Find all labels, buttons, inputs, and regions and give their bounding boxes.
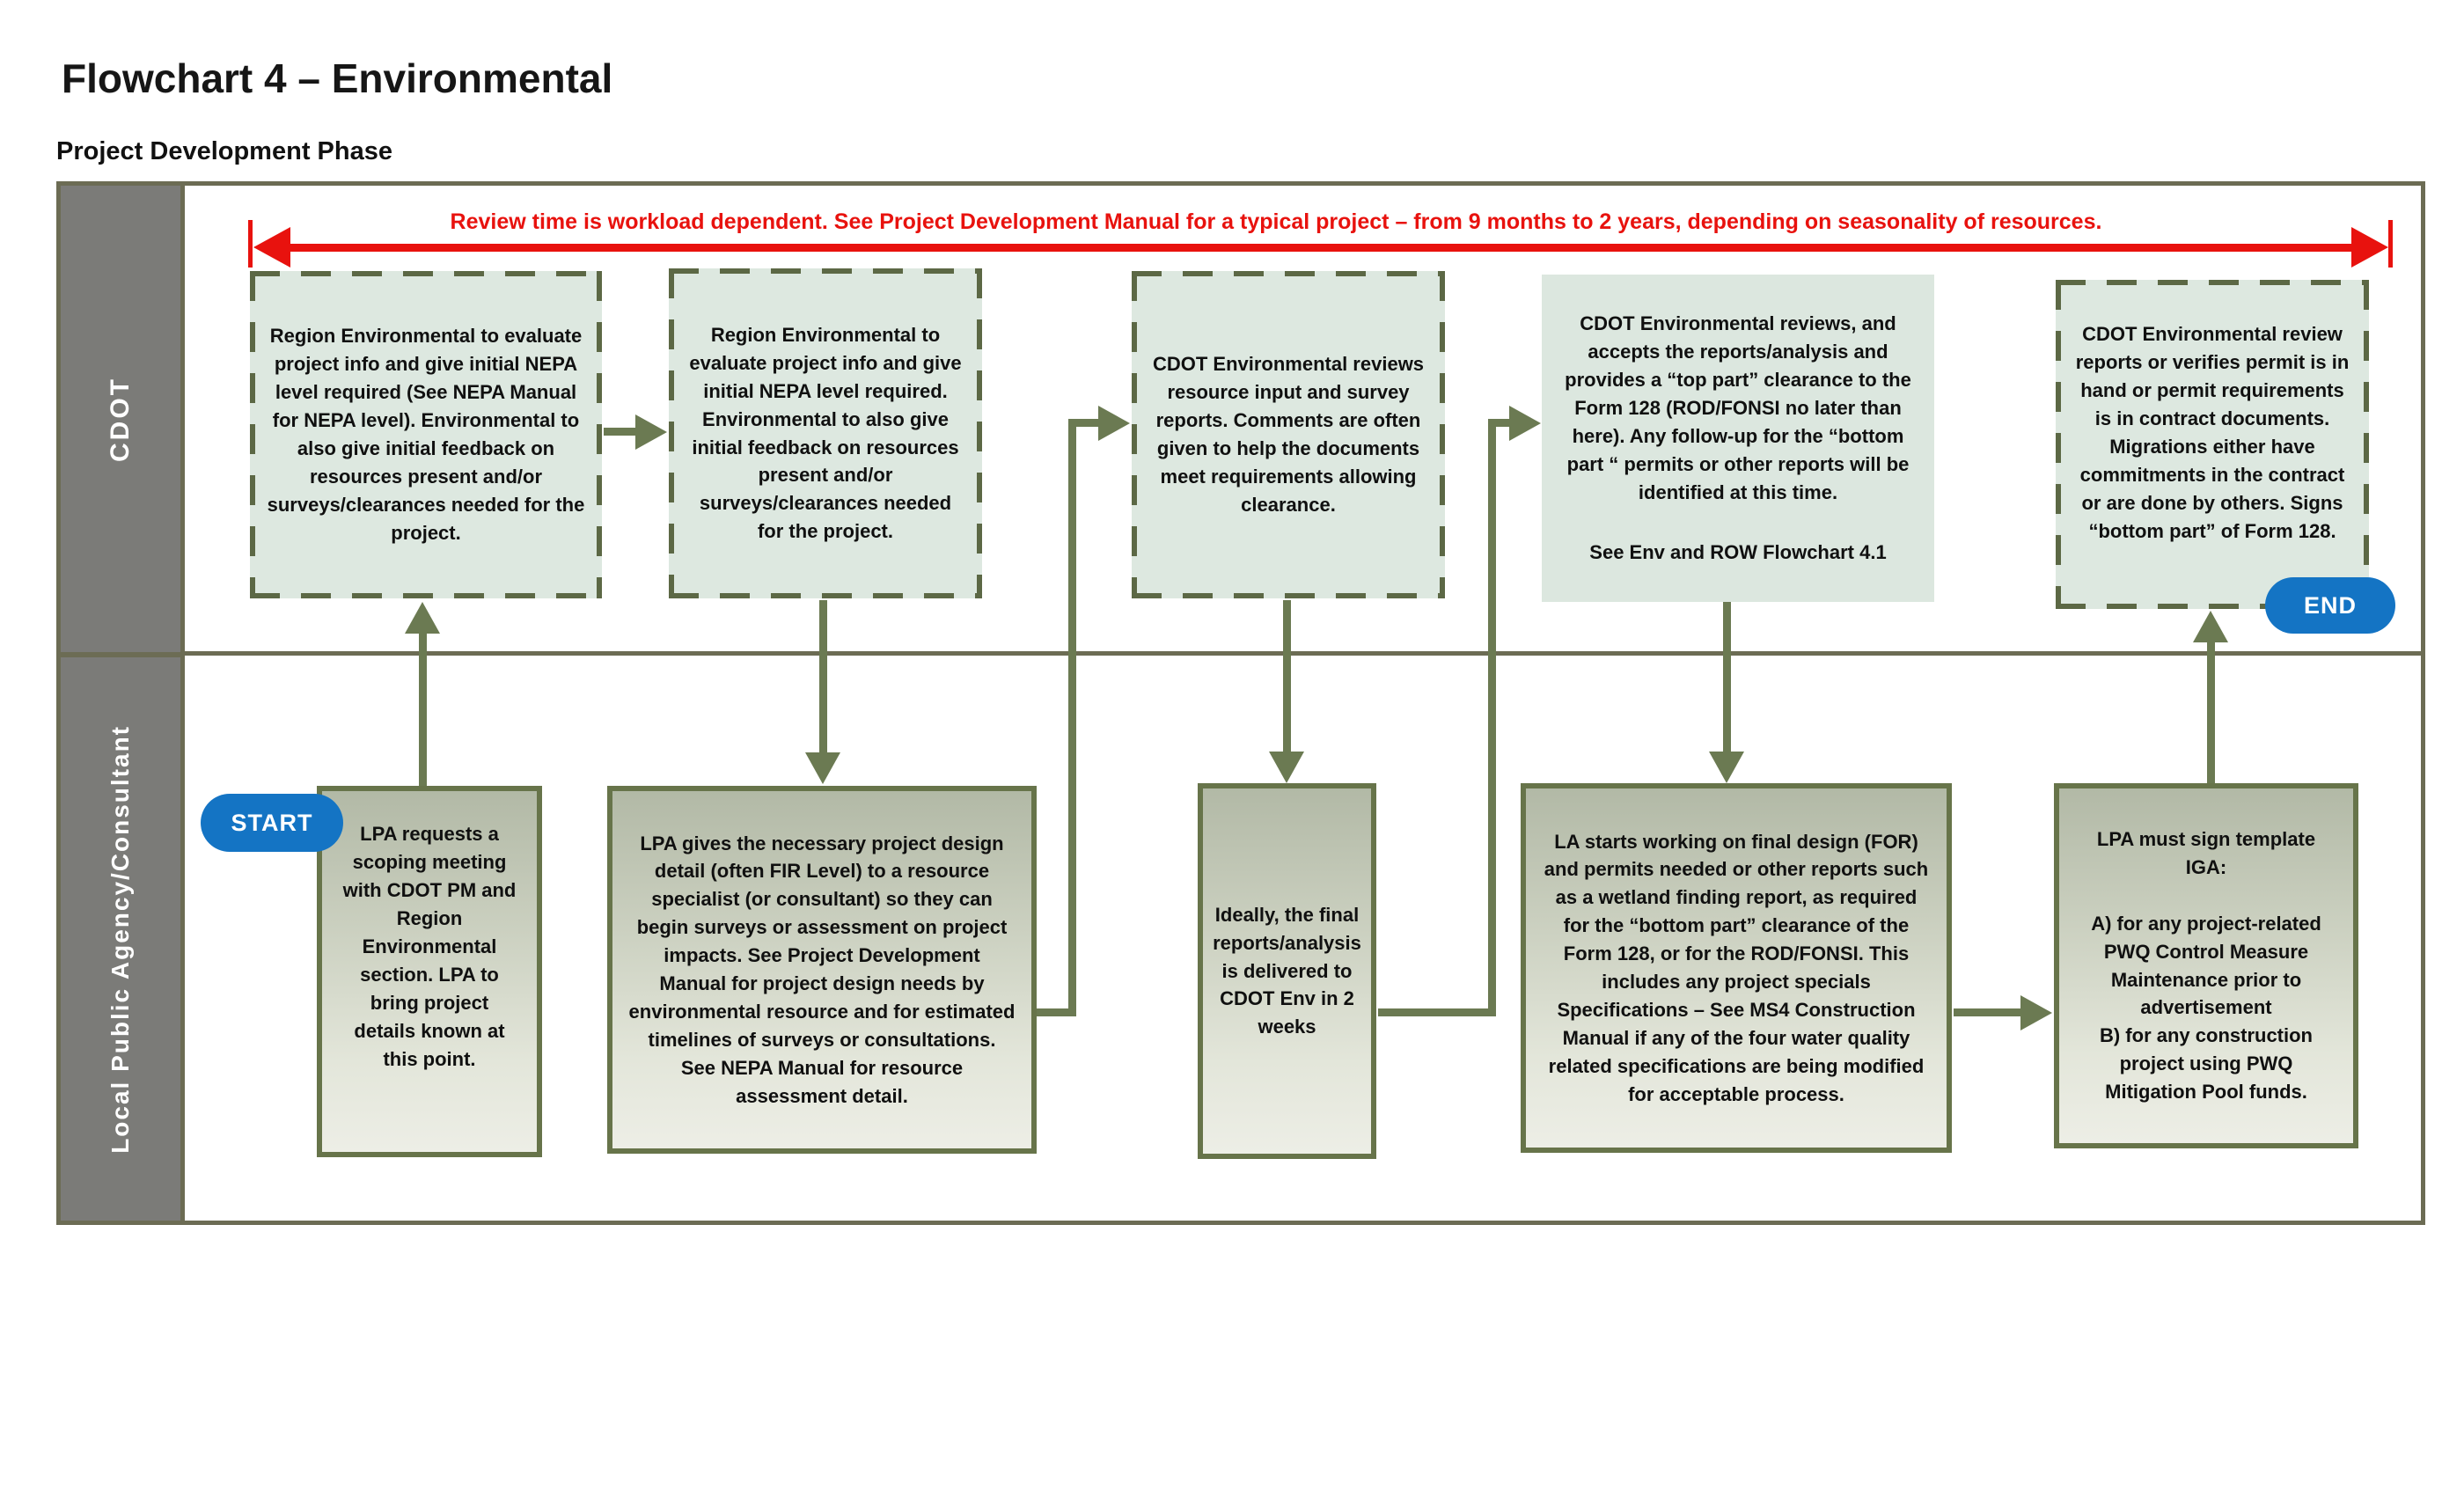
- lpa-box-5-item-a: A) for any project-related PWQ Control Measure Maintenance prior to advertisement: [2091, 912, 2321, 1019]
- page-subtitle: Project Development Phase: [56, 137, 392, 165]
- connector-a2-b2-arrowhead-down-icon: [805, 752, 840, 784]
- lpa-box-1-text: LPA requests a scoping meeting with CDOT PM and Region Environmental section. LPA to bring project details known at this point.: [342, 823, 517, 1070]
- connector-a2-b2-shaft: [819, 600, 827, 755]
- lane-header-cdot: [56, 181, 185, 656]
- connector-b2-a3-arrowhead-right-icon: [1098, 406, 1130, 441]
- lane-label-cdot: CDOT: [106, 376, 135, 462]
- page-title: Flowchart 4 – Environmental: [62, 55, 613, 101]
- cdot-box-1-text: Region Environmental to evaluate project info and give initial NEPA level required (See NEPA Manual for NEPA level). Environmental to also give initial feedback on resources present and/or surveys/clearances needed for the project.: [267, 325, 585, 544]
- lpa-box-5-item-b: B) for any construction project using PWQ Mitigation Pool funds.: [2099, 1024, 2313, 1104]
- connector-b2-a3-stub: [1068, 419, 1100, 427]
- connector-a1-a2-shaft: [604, 428, 639, 436]
- connector-b3-a4-vertical: [1488, 419, 1496, 1016]
- connector-a3-b3-shaft: [1283, 600, 1291, 755]
- cdot-box-5-text: CDOT Environmental review reports or verifies permit is in hand or permit requirements is in contract documents. Migrations either have commitments in the contract or are done by others. Signs “bottom part” of Form 128.: [2075, 323, 2350, 542]
- connector-b3-a4-horizontal: [1378, 1008, 1496, 1016]
- review-arrowhead-right-icon: [2351, 227, 2388, 268]
- cdot-box-top-part-clearance: [1542, 275, 1934, 602]
- cdot-box-4-text: CDOT Environmental reviews, and accepts the reports/analysis and provides a “top part” clearance to the Form 128 (ROD/FONSI no later than here). Any follow-up for the “bottom part “ permits or other reports will be identified at this time.: [1565, 312, 1911, 503]
- cdot-box-3-text: CDOT Environmental reviews resource input and survey reports. Comments are often given to help the documents meet requirements allowing clearance.: [1152, 353, 1425, 516]
- lpa-box-final-design-permits: [1521, 783, 1952, 1153]
- lane-label-lpa: Local Public Agency/Consultant: [106, 724, 134, 1154]
- connector-b4-b5-arrowhead-right-icon: [2020, 995, 2052, 1030]
- lpa-box-project-design-detail: [607, 786, 1037, 1154]
- connector-a4-b4-shaft: [1723, 602, 1731, 755]
- lane-divider: [56, 651, 2425, 656]
- connector-a3-b3-arrowhead-down-icon: [1269, 752, 1304, 783]
- connector-b2-a3-vertical: [1068, 419, 1076, 1016]
- lpa-box-2-text: LPA gives the necessary project design detail (often FIR Level) to a resource specialist (or consultant) so they can begin surveys or assessment on project impacts. See Project Development Manual for project design needs by environmental resource and for estimated timelines of surveys or consultations. See NEPA Manual for resource assessment detail.: [628, 832, 1016, 1107]
- end-pill: [2265, 577, 2395, 634]
- lpa-box-5-heading: LPA must sign template IGA:: [2096, 827, 2316, 878]
- connector-a4-b4-arrowhead-down-icon: [1709, 752, 1744, 783]
- lpa-box-3-text: Ideally, the final reports/analysis is delivered to CDOT Env in 2 weeks: [1213, 903, 1361, 1038]
- connector-b4-b5-shaft: [1954, 1008, 2024, 1016]
- lpa-box-template-iga: [2054, 783, 2358, 1148]
- review-time-note: Review time is workload dependent. See Project Development Manual for a typical project – from 9 months to 2 years, depending on seasonality of resources.: [450, 209, 2102, 234]
- end-pill-label: END: [2303, 591, 2357, 619]
- lpa-box-final-reports-delivered: [1198, 783, 1376, 1159]
- connector-b1-a1-shaft: [419, 630, 427, 787]
- connector-b5-a5-shaft: [2207, 639, 2215, 783]
- connector-b5-a5-arrowhead-up-icon: [2193, 611, 2228, 642]
- cdot-box-4-note: See Env and ROW Flowchart 4.1: [1589, 540, 1887, 563]
- review-span-tick-left: [248, 220, 253, 268]
- lpa-box-scoping-meeting: [317, 786, 542, 1157]
- cdot-box-region-env-initial-nepa: [250, 271, 602, 598]
- cdot-box-reviews-resource-input: [1132, 271, 1445, 598]
- start-pill-label: START: [231, 809, 313, 836]
- connector-b1-a1-arrowhead-up-icon: [405, 602, 440, 634]
- review-arrowhead-left-icon: [253, 227, 290, 268]
- review-span-tick-right: [2388, 220, 2393, 268]
- connector-b3-a4-arrowhead-right-icon: [1509, 406, 1541, 441]
- lpa-box-4-text: LA starts working on final design (FOR) and permits needed or other reports such as a wetland finding report, as required for the “bottom part” clearance of the Form 128, or for the ROD/FONSI. This includes any project specials Specifications – See MS4 Construction Manual if any of the four water quality related specifications are being modified for acceptable process.: [1544, 830, 1929, 1105]
- cdot-box-final-review-signs-form128: [2056, 280, 2369, 609]
- cdot-box-2-text: Region Environmental to evaluate project info and give initial NEPA level required. Environmental to also give initial feedback on resources present and/or surveys/clearances needed for the project.: [689, 323, 962, 543]
- lane-header-lpa: [56, 653, 185, 1225]
- start-pill: [201, 794, 343, 852]
- connector-a1-a2-arrowhead-right-icon: [635, 414, 667, 450]
- cdot-box-region-env-feedback: [669, 268, 982, 598]
- review-span-arrow-shaft: [282, 244, 2360, 252]
